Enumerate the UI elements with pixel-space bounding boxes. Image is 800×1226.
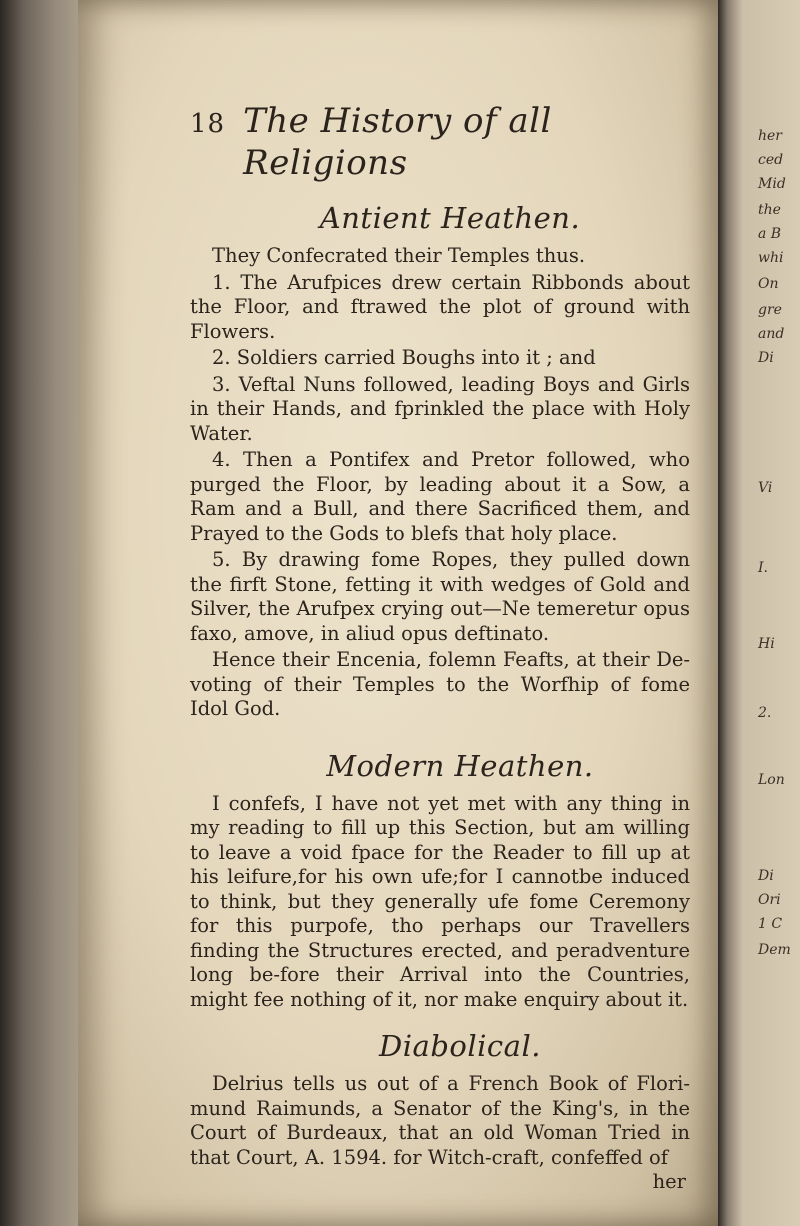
paragraph-diabolical: Delrius tells us out of a French Book of Flori-mund Raimunds, a Senator of the King's, in the Court of Burdeaux, that an old Woman Tried in that Court, A. 1594. for Witch-craft, confeffed of bbox=[190, 1072, 690, 1169]
facing-page-fragment: Vi bbox=[758, 480, 773, 496]
paragraph-modern: I confefs, I have not yet met with any thing in my reading to fill up this Section, but am willing to leave a void fpace for the Reader to fill up at his leifure,for his own ufe;for I cannotbe induced to think, but they generally ufe fome Ceremony for this purpofe, tho perhaps our Travellers finding the Structures erected, and peradventure long be-fore their Arrival into the Countries, might fee nothing of it, nor make enquiry about it. bbox=[190, 791, 690, 1011]
facing-page-fragment: On bbox=[758, 276, 779, 292]
facing-page-fragment: 1 C bbox=[758, 916, 783, 932]
catchword: her bbox=[652, 1170, 686, 1193]
paragraph-hence: Hence their Encenia, folemn Feafts, at their De-voting of their Temples to the Worfhip of fome Idol God. bbox=[190, 648, 690, 720]
facing-page-fragment: Di bbox=[758, 868, 774, 884]
page-number: 18 bbox=[190, 109, 226, 139]
left-gutter bbox=[0, 0, 78, 1226]
section-heading-antient: Antient Heathen. bbox=[319, 201, 581, 235]
running-header bbox=[190, 100, 690, 184]
paragraph-item-3: 3. Veftal Nuns followed, leading Boys and Girls in their Hands, and fprinkled the place with Holy Water. bbox=[190, 372, 690, 445]
facing-page-fragment: 2. bbox=[758, 705, 772, 721]
section-heading-modern: Modern Heathen. bbox=[326, 748, 594, 783]
paragraph-item-5: 5. By drawing fome Ropes, they pulled down the firft Stone, fetting it with wedges of Gold and Silver, the Arufpex crying out—Ne temeretur opus faxo, amove, in aliud opus deftinato. bbox=[190, 548, 690, 645]
facing-page-fragment: gre bbox=[758, 302, 782, 318]
page-text bbox=[190, 100, 690, 1194]
facing-page-fragment: ced bbox=[758, 152, 784, 168]
paragraph-intro: They Confecrated their Temples thus. bbox=[212, 244, 586, 267]
facing-page-fragment: her bbox=[758, 128, 782, 144]
facing-page-fragment: Mid bbox=[758, 176, 786, 192]
facing-page-fragment: I. bbox=[758, 560, 768, 576]
facing-page-fragment: Di bbox=[758, 350, 774, 366]
facing-page-fragment: the bbox=[758, 202, 781, 218]
running-title: The History of all Religions bbox=[243, 101, 552, 183]
section-heading-diabolical: Diabolical. bbox=[379, 1029, 541, 1063]
paragraph-item-4: 4. Then a Pontifex and Pretor followed, who purged the Floor, by leading about it a Sow, a Ram and a Bull, and there Sacrificed them, and Prayed to the Gods to blefs that holy place. bbox=[190, 448, 690, 545]
facing-page-fragment: Dem bbox=[758, 942, 791, 958]
facing-page-fragment: a B bbox=[758, 226, 782, 242]
facing-page-fragment: whi bbox=[758, 250, 784, 266]
facing-page-fragment: and bbox=[758, 326, 785, 342]
facing-page-fragment: Hi bbox=[758, 636, 775, 652]
paragraph-item-1: 1. The Arufpices drew certain Ribbonds about the Floor, and ftrawed the plot of ground with Flowers. bbox=[190, 270, 690, 343]
facing-page-fragment: Lon bbox=[758, 772, 785, 788]
paragraph-item-2: 2. Soldiers carried Boughs into it ; and bbox=[212, 346, 596, 369]
facing-page-fragment: Ori bbox=[758, 892, 781, 908]
